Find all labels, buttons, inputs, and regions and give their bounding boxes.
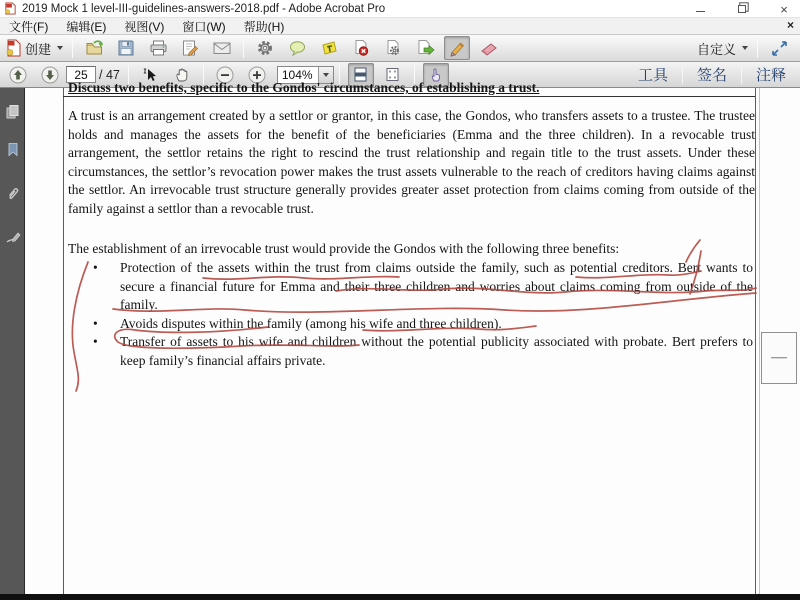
signature-panel-button[interactable] (3, 228, 22, 247)
window-title: 2019 Mock 1 level-III-guidelines-answers-2018.pdf - Adobe Acrobat Pro (22, 2, 386, 15)
bookmarks-button[interactable] (3, 140, 22, 159)
save-button[interactable] (113, 36, 139, 60)
bullet-icon: • (93, 260, 98, 275)
eraser-tool-button[interactable] (476, 36, 502, 60)
edit-document-button[interactable] (177, 36, 203, 60)
restore-icon (738, 5, 746, 13)
menu-file[interactable]: 文件(F) (9, 19, 49, 34)
create-pdf-button[interactable] (4, 36, 64, 60)
settings-button[interactable] (252, 36, 278, 60)
page-down-icon (41, 66, 59, 84)
expand-icon (771, 40, 788, 57)
page-right-edge (755, 88, 756, 594)
thumbnails-icon (5, 104, 20, 119)
toolbar-separator (243, 39, 244, 58)
menu-view[interactable]: 视图(V) (124, 19, 165, 34)
pencil-tool-button[interactable] (444, 36, 470, 60)
close-button[interactable]: × (780, 1, 788, 17)
trust-paragraph: A trust is an arrangement created by a settlor or grantor, in this case, the Gondos, who transfers assets to a trustee. The trustee holds and manages the assets for the benefit of the beneficiaries (Emma and the three children). In a revocable trust arrangement, the settlor retains the right to rescind the trust relationship and regain title to the trust assets. Under these circumstances, the settlor’s revocation power makes the trust assets vulnerable to the reach of creditors having claims against the settlor. An irrevocable trust structure generally provides greater asset protection from claims coming from outside of the family against a settlor than a revocable trust. (68, 108, 755, 216)
page-left-edge (63, 88, 64, 594)
chevron-down-icon (57, 46, 63, 50)
comment-bubble-icon (288, 39, 307, 57)
minimize-button[interactable] (692, 2, 708, 16)
toolbar-separator (757, 39, 758, 58)
bullet-icon: • (93, 334, 98, 349)
pencil-tool-icon (448, 39, 467, 57)
menu-help[interactable]: 帮助(H) (243, 19, 285, 34)
list-item (68, 315, 755, 334)
email-button[interactable] (209, 36, 235, 60)
main-toolbar (0, 35, 800, 62)
pdf-settings-icon (384, 39, 402, 57)
customize-button[interactable] (693, 36, 749, 60)
text-note-button[interactable] (316, 36, 342, 60)
expand-toolbar-button[interactable] (766, 36, 792, 60)
bottom-edge-bar (0, 594, 800, 600)
tab-tools[interactable]: 工具 (637, 67, 668, 84)
pdf-export-icon (416, 39, 435, 57)
restore-button[interactable] (734, 2, 750, 16)
minimize-icon (696, 11, 705, 12)
scroll-track[interactable] (759, 88, 760, 594)
eraser-tool-icon (479, 39, 499, 57)
pdf-delete-button[interactable] (348, 36, 374, 60)
menu-window[interactable]: 窗口(W) (182, 19, 226, 34)
text-note-icon (320, 39, 339, 57)
customize-label: 自定义 (696, 41, 736, 57)
pdf-settings-button[interactable] (380, 36, 406, 60)
chevron-down-icon (323, 73, 329, 77)
page-total-label: / 47 (99, 67, 120, 82)
document-close-button[interactable]: × (786, 18, 794, 32)
tab-sign[interactable]: 签名 (696, 67, 727, 84)
navigation-pane-strip (0, 88, 25, 594)
grabber-line-icon (771, 357, 787, 359)
bullet-text: Avoids disputes within the family (among his wife and three children). (120, 315, 502, 331)
pdf-export-button[interactable] (412, 36, 438, 60)
previous-page-button[interactable] (5, 63, 31, 87)
question-heading: Discuss two benefits, specific to the Gondos' circumstances, of establishing a trust. (68, 80, 540, 95)
gear-icon (256, 39, 274, 57)
chevron-down-icon (742, 46, 748, 50)
bullet-icon: • (93, 315, 98, 331)
toolbar-separator (72, 39, 73, 58)
compose-icon (181, 39, 199, 57)
attachments-icon (5, 186, 20, 202)
bullet-text: Protection of the assets within the trust from claims outside the family, such as potential creditors. Bert wants to secure a financial future for Emma and their three children and worries about claims coming from outside of the family. (120, 260, 753, 312)
panel-grabber-handle[interactable] (761, 332, 797, 384)
page-thumbnails-button[interactable] (3, 102, 22, 121)
list-item (68, 333, 755, 370)
heading-divider (63, 96, 755, 97)
menu-edit[interactable]: 编辑(E) (66, 19, 107, 34)
print-button[interactable] (145, 36, 171, 60)
print-icon (149, 39, 168, 57)
benefits-intro-paragraph: The establishment of an irrevocable trust would provide the Gondos with the following three benefits: (68, 241, 620, 256)
menu-bar (0, 18, 800, 35)
benefits-bullet-list (68, 259, 755, 370)
next-page-button[interactable] (37, 63, 63, 87)
comment-button[interactable] (284, 36, 310, 60)
create-pdf-icon (5, 39, 22, 57)
document-pane (0, 80, 800, 594)
bullet-text: Transfer of assets to his wife and children without the potential publicity associated with probate. Bert prefers to keep family’s financial affairs private. (120, 334, 753, 368)
title-bar (0, 0, 800, 18)
pdf-file-icon (4, 2, 17, 15)
open-folder-icon (85, 39, 104, 57)
tab-comment[interactable]: 注释 (755, 67, 786, 84)
open-file-button[interactable] (81, 36, 107, 60)
save-icon (117, 39, 135, 57)
bookmarks-icon (6, 142, 20, 157)
pdf-delete-icon (352, 39, 370, 57)
pdf-page-content (68, 80, 755, 594)
list-item (68, 259, 755, 315)
create-label: 创建 (25, 41, 52, 57)
email-icon (212, 39, 232, 57)
page-up-icon (9, 66, 27, 84)
attachments-button[interactable] (3, 184, 22, 203)
signature-panel-icon (5, 230, 21, 245)
